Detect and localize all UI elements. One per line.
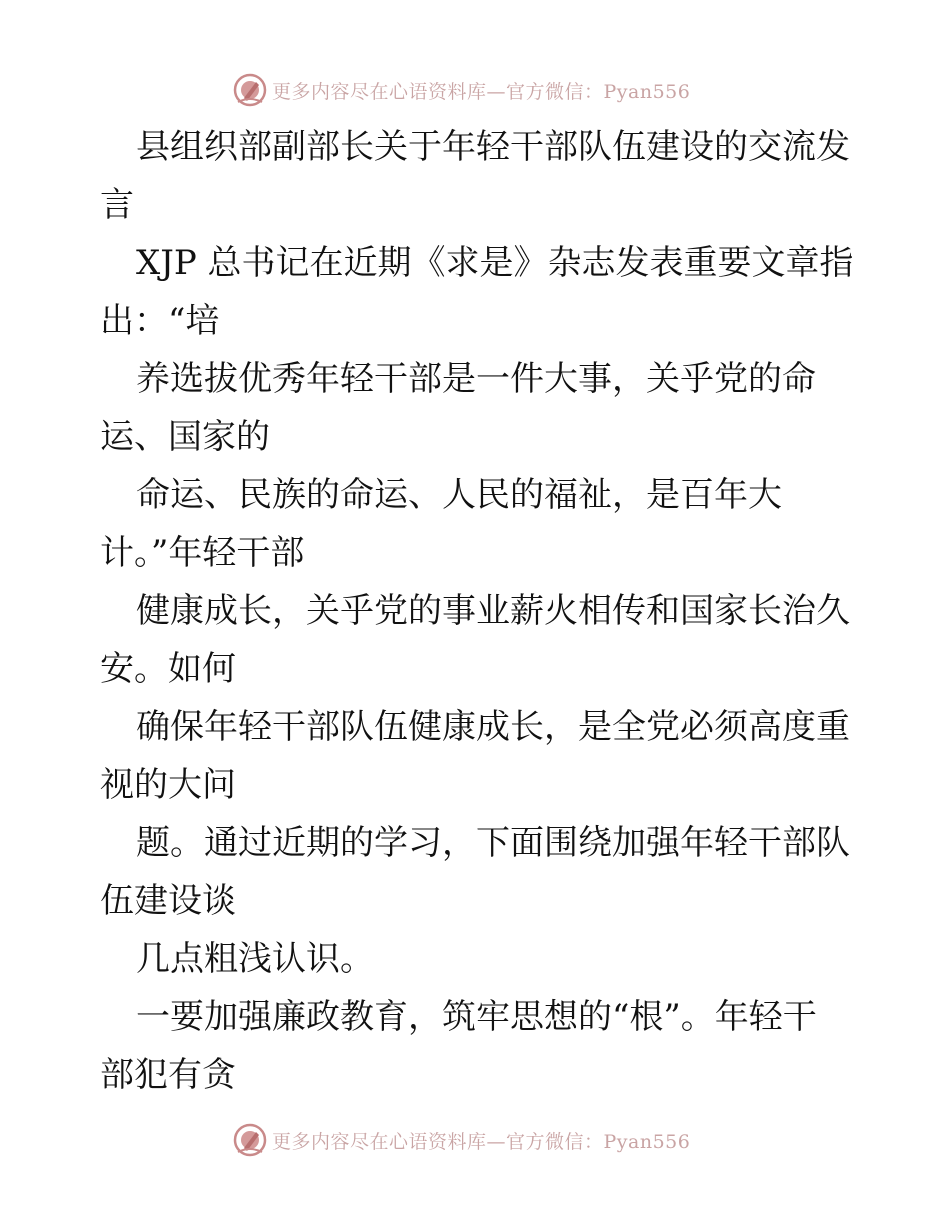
watermark-text: 更多内容尽在心语资料库—官方微信：Pyan556	[272, 1130, 691, 1153]
text-line: 部犯有贪	[100, 1055, 236, 1095]
text-line: XJP 总书记在近期《求是》杂志发表重要文章指	[136, 243, 854, 283]
text-line: 出：“培	[100, 301, 220, 341]
text-line: 一要加强廉政教育，筑牢思想的“根”。年轻干	[136, 997, 817, 1037]
text-line: 几点粗浅认识。	[136, 939, 374, 979]
watermark-text: 更多内容尽在心语资料库—官方微信：Pyan556	[272, 80, 691, 103]
document-body	[100, 118, 860, 1104]
text-line: 健康成长，关乎党的事业薪火相传和国家长治久	[136, 591, 850, 631]
text-line: 计。”年轻干部	[100, 533, 305, 573]
text-line: 视的大问	[100, 765, 236, 805]
header-watermark-banner	[232, 70, 752, 110]
pen-nib-logo-icon	[232, 1122, 268, 1158]
text-line: 言	[100, 185, 134, 225]
text-line: 安。如何	[100, 649, 236, 689]
text-line: 命运、民族的命运、人民的福祉，是百年大	[136, 475, 782, 515]
pen-nib-logo-icon	[232, 72, 268, 108]
text-line: 养选拔优秀年轻干部是一件大事，关乎党的命	[136, 359, 816, 399]
text-line: 运、国家的	[100, 417, 270, 457]
footer-watermark-banner	[232, 1120, 752, 1160]
text-line: 县组织部副部长关于年轻干部队伍建设的交流发	[136, 127, 850, 167]
text-line: 确保年轻干部队伍健康成长，是全党必须高度重	[136, 707, 850, 747]
text-line: 题。通过近期的学习，下面围绕加强年轻干部队	[136, 823, 850, 863]
text-line: 伍建设谈	[100, 881, 236, 921]
